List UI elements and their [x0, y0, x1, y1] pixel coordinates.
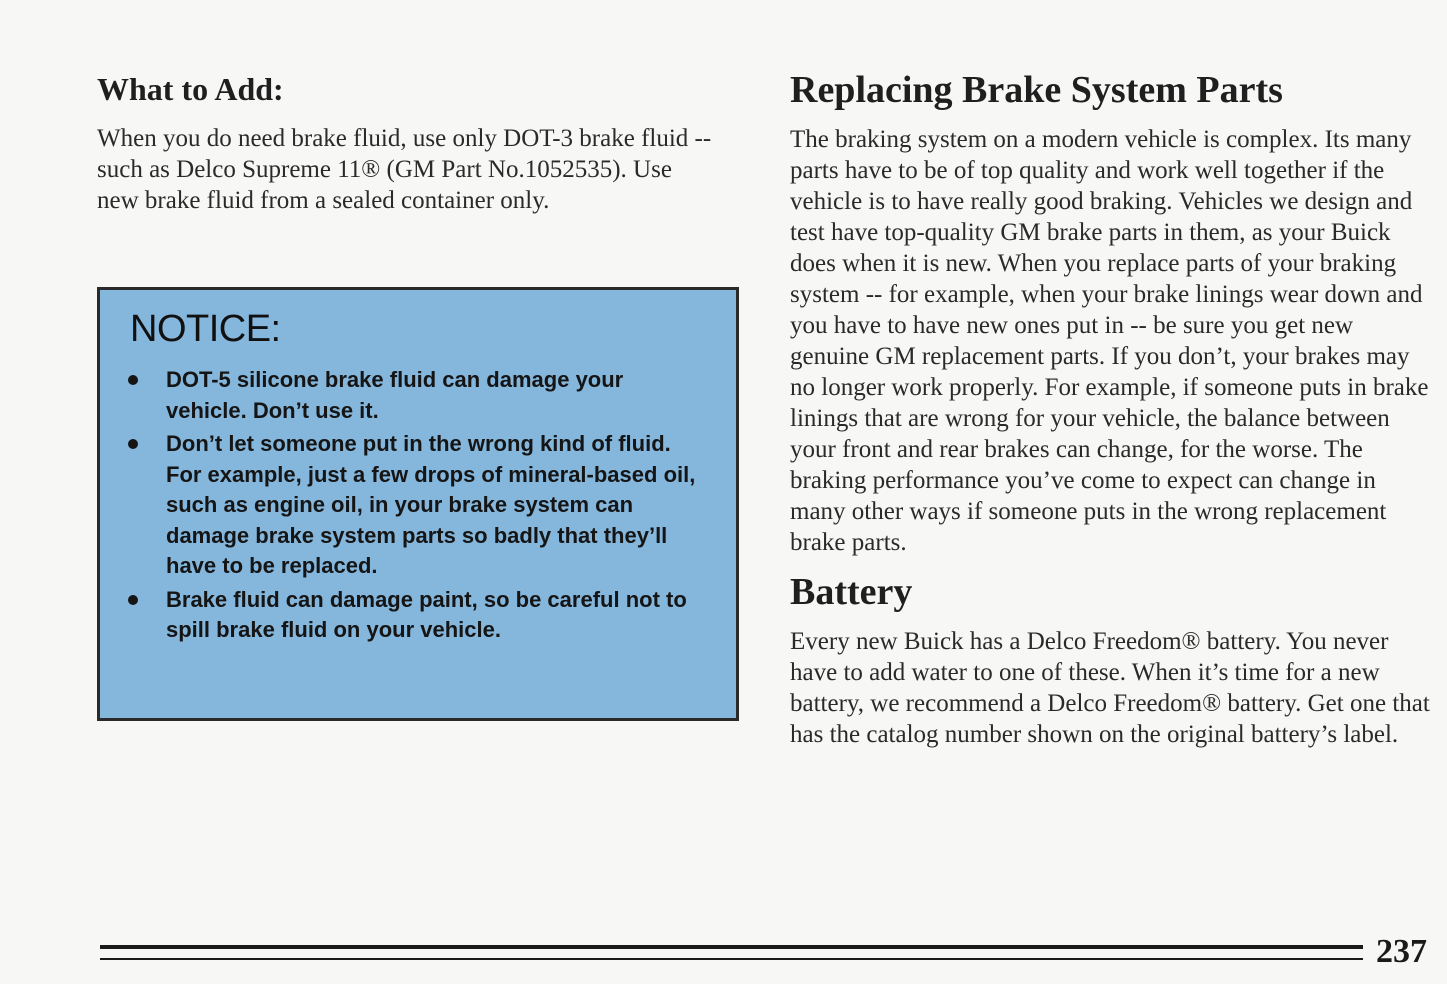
notice-list: [126, 365, 706, 649]
notice-box: [97, 287, 739, 721]
bullet-icon: [128, 375, 138, 385]
notice-item-text: Don’t let someone put in the wrong kind of fluid. For example, just a few drops of mineral-based oil, such as engine oil, in your brake system can damage brake system parts so badly that they’ll have to be replaced.: [166, 431, 696, 578]
notice-item-text: DOT-5 silicone brake fluid can damage your vehicle. Don’t use it.: [166, 367, 624, 423]
right-column: [790, 70, 1430, 750]
page-number: 237: [1376, 933, 1427, 970]
what-to-add-body: When you do need brake fluid, use only DOT-3 brake fluid -- such as Delco Supreme 11® (GM Part No.1052535). Use new brake fluid from a sealed container only.: [97, 125, 712, 215]
battery-body: Every new Buick has a Delco Freedom® battery. You never have to add water to one of these. When it’s time for a new battery, we recommend a Delco Freedom® battery. Get one that has the catalog number shown on the original battery’s label.: [790, 627, 1430, 748]
battery-heading: Battery: [790, 570, 913, 613]
notice-item: [126, 365, 706, 426]
bullet-icon: [128, 595, 138, 605]
notice-item: [126, 585, 706, 646]
notice-item-text: Brake fluid can damage paint, so be careful not to spill brake fluid on your vehicle.: [166, 586, 687, 642]
footer-rule: [100, 945, 1363, 949]
what-to-add-section: [97, 72, 717, 216]
what-to-add-heading: What to Add:: [97, 71, 284, 107]
bullet-icon: [128, 439, 138, 449]
footer-rule-thin: [100, 958, 1363, 960]
replacing-brake-parts-body: The braking system on a modern vehicle is complex. Its many parts have to be of top quality and work well together if the vehicle is to have really good braking. Vehicles we design and test have top-quality GM brake parts in them, as your Buick does when it is new. When you replace parts of your braking system -- for example, when your brake linings wear down and you have to have new ones put in -- be sure you get new genuine GM replacement parts. If you don’t, your brakes may no longer work properly. For example, if someone puts in brake linings that are wrong for your vehicle, the balance between your front and rear brakes can change, for the worse. The braking performance you’ve come to expect can change in many other ways if someone puts in the wrong replacement brake parts.: [790, 125, 1429, 556]
notice-title: NOTICE:: [130, 308, 281, 350]
replacing-brake-parts-heading: Replacing Brake System Parts: [790, 69, 1283, 111]
notice-item: [126, 429, 706, 582]
